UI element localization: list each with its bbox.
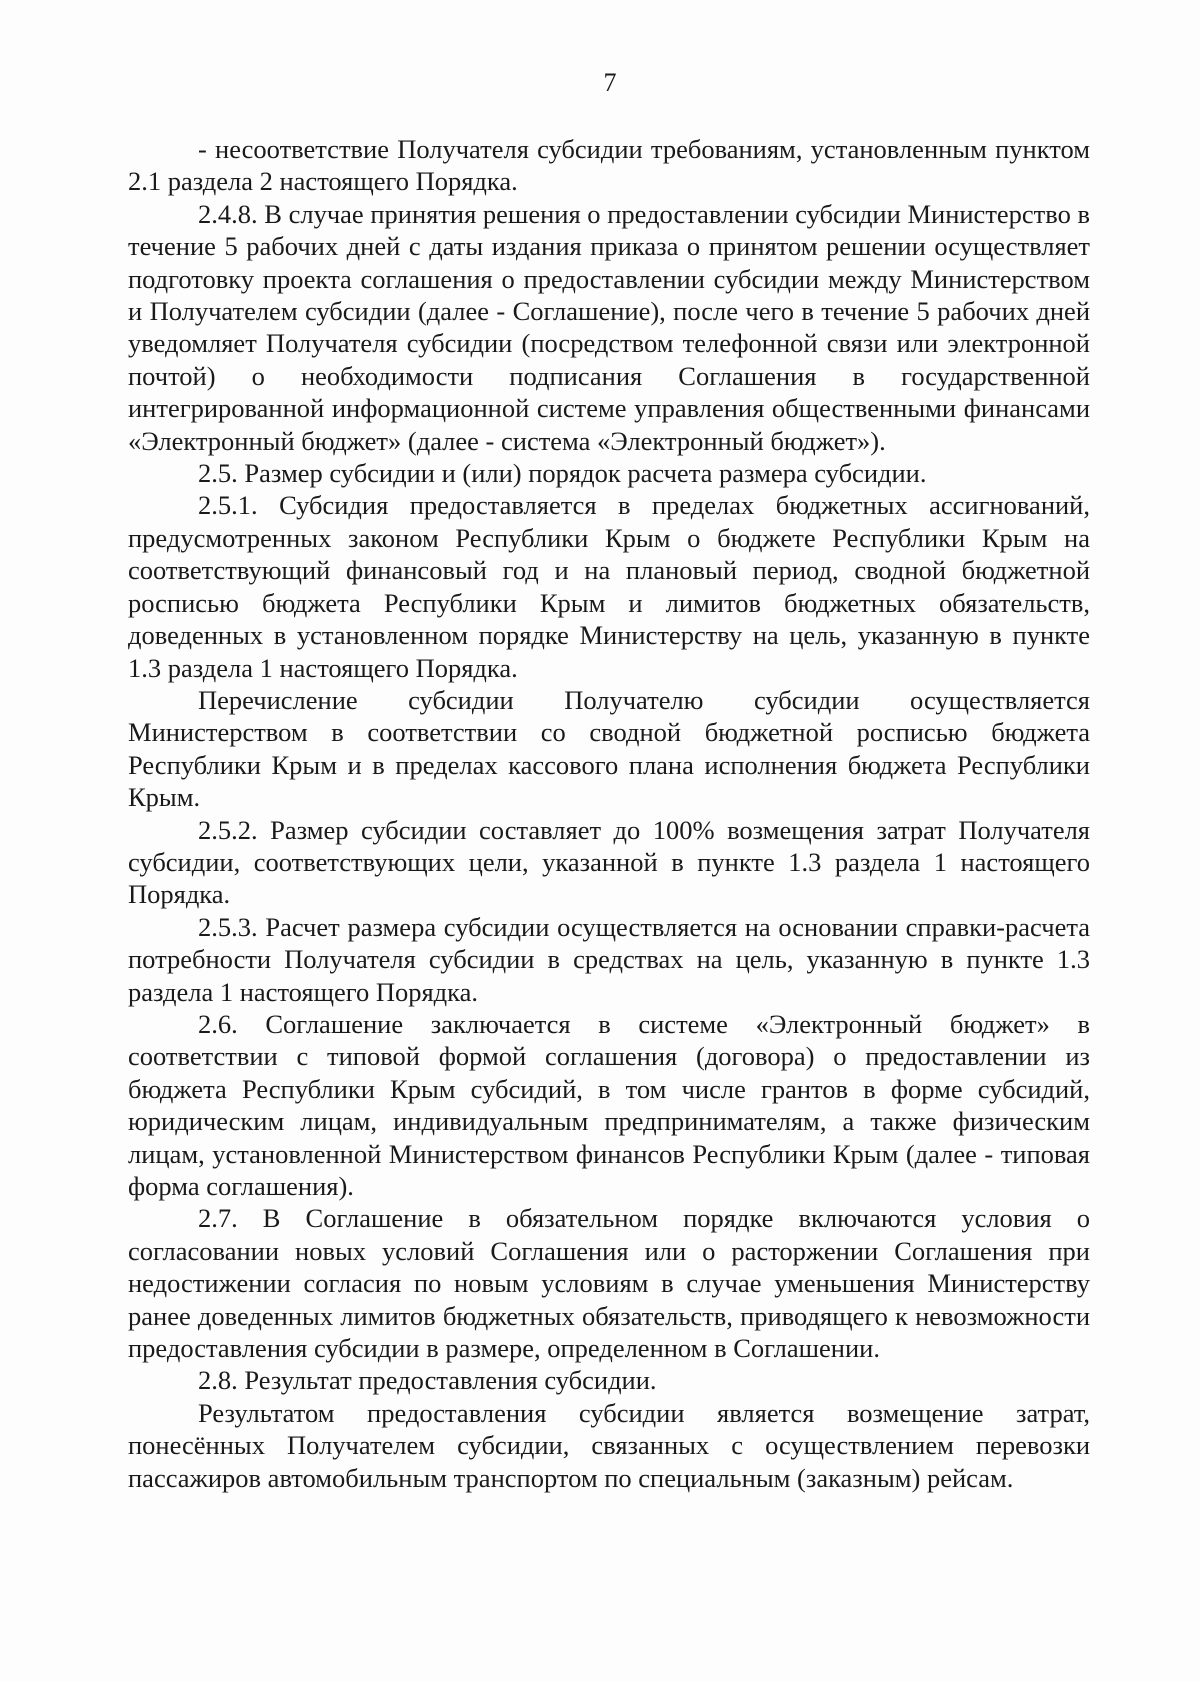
paragraph-2-4-8: 2.4.8. В случае принятия решения о предоставлении субсидии Министерство в течение 5 рабочих дней с даты издания приказа о принятом решении осуществляет подготовку проекта соглашения о предоставлении субсидии между Министерством и Получателем субсидии (далее - Соглашение), после чего в течение 5 рабочих дней уведомляет Получателя субсидии (посредством телефонной связи или электронной почтой) о необходимости подписания Соглашения в государственной интегрированной информационной системе управления общественными финансами «Электронный бюджет» (далее - система «Электронный бюджет»). xyxy=(128,198,1090,456)
paragraph-transfer: Перечисление субсидии Получателю субсидии осуществляется Министерством в соответствии со сводной бюджетной росписью бюджета Республики Крым и в пределах кассового плана исполнения бюджета Республики Крым. xyxy=(128,684,1090,813)
paragraph-2-5-2: 2.5.2. Размер субсидии составляет до 100% возмещения затрат Получателя субсидии, соответствующих цели, указанной в пункте 1.3 раздела 1 настоящего Порядка. xyxy=(128,814,1090,910)
page-number: 7 xyxy=(603,68,617,97)
paragraph-item-noncompliance: - несоответствие Получателя субсидии требованиям, установленным пунктом 2.1 раздела 2 настоящего Порядка. xyxy=(128,134,1090,197)
paragraph-result: Результатом предоставления субсидии является возмещение затрат, понесённых Получателем субсидии, связанных с осуществлением перевозки пассажиров автомобильным транспортом по специальным (заказным) рейсам. xyxy=(128,1397,1090,1493)
paragraph-2-5-heading: 2.5. Размер субсидии и (или) порядок расчета размера субсидии. xyxy=(198,458,927,489)
paragraph-2-7: 2.7. В Соглашение в обязательном порядке включаются условия о согласовании новых условий Соглашения или о расторжении Соглашения при недостижении согласия по новым условиям в случае уменьшения Министерству ранее доведенных лимитов бюджетных обязательств, приводящего к невозможности предоставления субсидии в размере, определенном в Соглашении. xyxy=(128,1203,1090,1364)
document-body xyxy=(128,133,1090,1494)
paragraph-2-8-heading: 2.8. Результат предоставления субсидии. xyxy=(198,1365,657,1396)
paragraph-2-5-1: 2.5.1. Субсидия предоставляется в пределах бюджетных ассигнований, предусмотренных законом Республики Крым о бюджете Республики Крым на соответствующий финансовый год и на плановый период, сводной бюджетной росписью бюджета Республики Крым и лимитов бюджетных обязательств, доведенных в установленном порядке Министерству на цель, указанную в пункте 1.3 раздела 1 настоящего Порядка. xyxy=(128,490,1090,683)
paragraph-2-5-3: 2.5.3. Расчет размера субсидии осуществляется на основании справки-расчета потребности Получателя субсидии в средствах на цель, указанную в пункте 1.3 раздела 1 настоящего Порядка. xyxy=(128,911,1090,1007)
paragraph-2-6: 2.6. Соглашение заключается в системе «Электронный бюджет» в соответствии с типовой формой соглашения (договора) о предоставлении из бюджета Республики Крым субсидий, в том числе грантов в форме субсидий, юридическим лицам, индивидуальным предпринимателям, а также физическим лицам, установленной Министерством финансов Республики Крым (далее - типовая форма соглашения). xyxy=(128,1008,1090,1201)
